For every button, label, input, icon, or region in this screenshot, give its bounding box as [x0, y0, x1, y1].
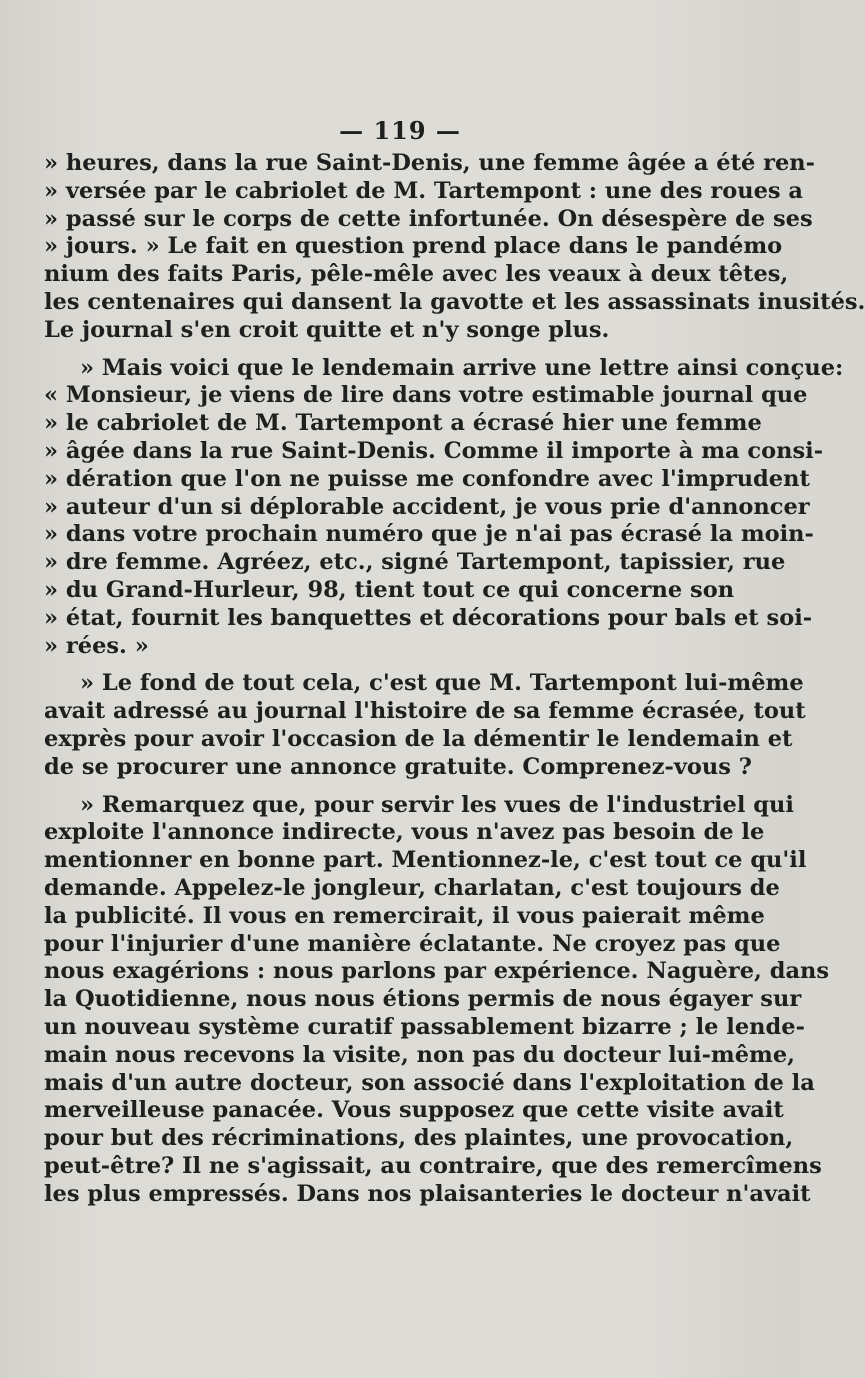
text-line: » dre femme. Agréez, etc., signé Tartempont, tapissier, rue — [44, 549, 786, 576]
text-line: » jours. » Le fait en question prend place dans le pandémo — [44, 233, 783, 260]
text-line: demande. Appelez-le jongleur, charlatan, c'est toujours de — [44, 874, 780, 901]
text-line: » âgée dans la rue Saint-Denis. Comme il importe à ma consi- — [44, 437, 824, 464]
text-line: pour l'injurier d'une manière éclatante. Ne croyez pas que — [44, 930, 781, 957]
text-line: peut-être? Il ne s'agissait, au contraire, que des remercîmens — [44, 1152, 822, 1179]
text-line: mais d'un autre docteur, son associé dans l'exploitation de la — [44, 1069, 815, 1096]
text-line: » rées. » — [44, 632, 149, 659]
text-line: exprès pour avoir l'occasion de la démentir le lendemain et — [44, 725, 793, 752]
text-line: pour but des récriminations, des plaintes, une provocation, — [44, 1125, 794, 1152]
text-line: main nous recevons la visite, non pas du docteur lui-même, — [44, 1041, 796, 1068]
text-line: la publicité. Il vous en remercirait, il vous paierait même — [44, 902, 765, 929]
text-line: » dération que l'on ne puisse me confondre avec l'imprudent — [44, 465, 810, 492]
text-line: « Monsieur, je viens de lire dans votre estimable journal que — [44, 382, 808, 409]
text-line: les centenaires qui dansent la gavotte et les assassinats inusités. — [44, 288, 865, 315]
paragraph-2 — [44, 354, 844, 661]
paragraph-1 — [44, 150, 865, 345]
text-line: » du Grand-Hurleur, 98, tient tout ce qui concerne son — [44, 576, 735, 603]
text-line: avait adressé au journal l'histoire de sa femme écrasée, tout — [44, 698, 806, 725]
text-line: » Remarquez que, pour servir les vues de l'industriel qui — [80, 791, 794, 818]
text-line: » versée par le cabriolet de M. Tartempont : une des roues a — [44, 177, 803, 204]
text-line: un nouveau système curatif passablement bizarre ; le lende- — [44, 1013, 805, 1040]
text-line: » Mais voici que le lendemain arrive une lettre ainsi conçue: — [80, 354, 844, 381]
text-line: » dans votre prochain numéro que je n'ai pas écrasé la moin- — [44, 521, 814, 548]
text-line: nous exagérions : nous parlons par expérience. Naguère, dans — [44, 958, 830, 985]
text-line: la Quotidienne, nous nous étions permis de nous égayer sur — [44, 986, 802, 1013]
text-line: » état, fournit les banquettes et décorations pour bals et soi- — [44, 604, 813, 631]
paragraph-3 — [44, 670, 806, 781]
text-line: les plus empressés. Dans nos plaisanteries le docteur n'avait — [44, 1180, 811, 1207]
text-line: » heures, dans la rue Saint-Denis, une femme âgée a été ren- — [44, 150, 815, 176]
text-line: exploite l'annonce indirecte, vous n'avez pas besoin de le — [44, 819, 765, 846]
paragraph-4 — [44, 791, 830, 1209]
text-line: » auteur d'un si déplorable accident, je vous prie d'annoncer — [44, 493, 810, 520]
text-line: merveilleuse panacée. Vous supposez que cette visite avait — [44, 1097, 784, 1124]
text-line: mentionner en bonne part. Mentionnez-le, c'est tout ce qu'il — [44, 847, 807, 874]
text-line: Le journal s'en croit quitte et n'y songe plus. — [44, 316, 610, 343]
text-line: » passé sur le corps de cette infortunée. On désespère de ses — [44, 205, 813, 232]
text-line: nium des faits Paris, pêle-mêle avec les veaux à deux têtes, — [44, 261, 789, 288]
text-line: » le cabriolet de M. Tartempont a écrasé hier une femme — [44, 410, 762, 437]
page-number: — 119 — — [339, 116, 461, 145]
body-text — [44, 150, 865, 1208]
text-line: » Le fond de tout cela, c'est que M. Tartempont lui-même — [80, 670, 804, 697]
text-line: de se procurer une annonce gratuite. Comprenez-vous ? — [44, 753, 752, 780]
